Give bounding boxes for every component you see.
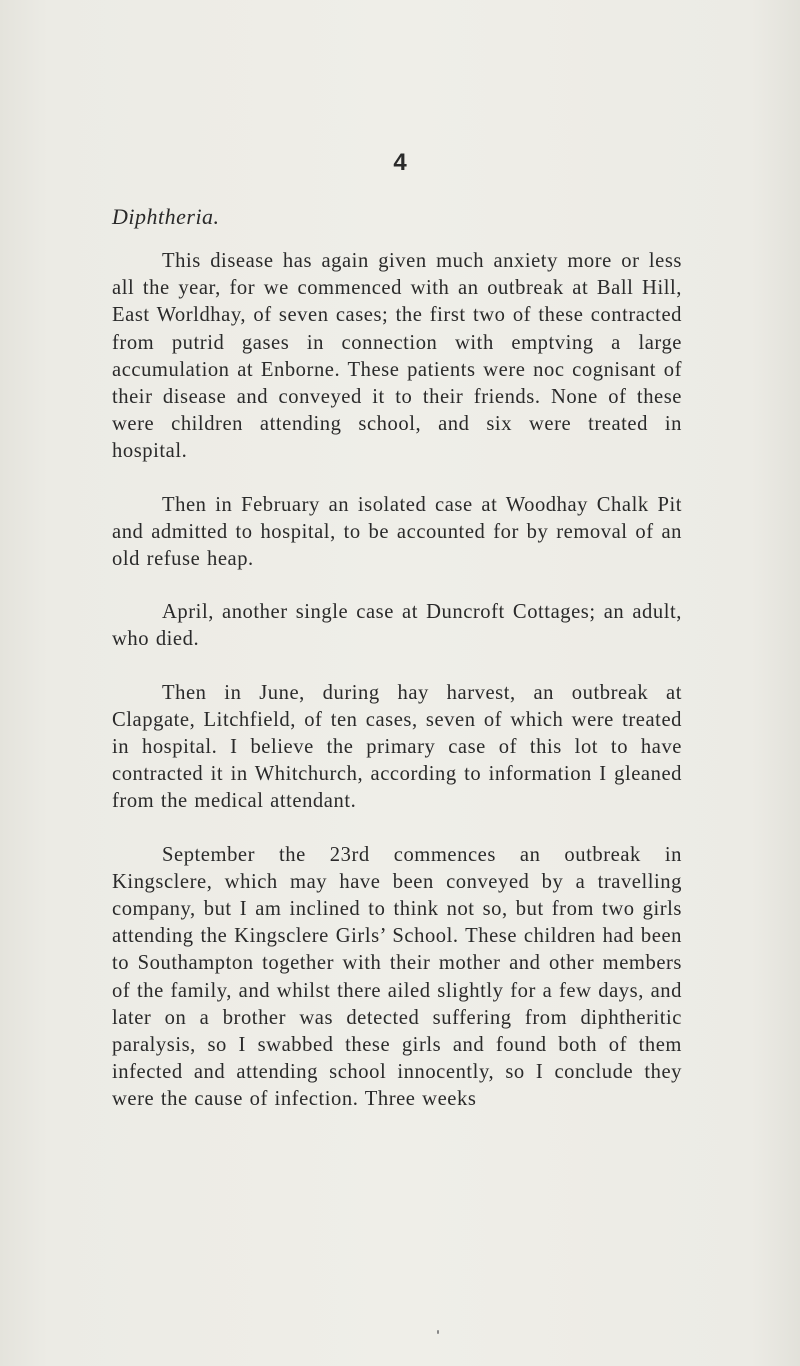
- paper-speck: [437, 1330, 439, 1334]
- paragraph: Then in February an isolated case at Woodhay Chalk Pit and admitted to hospital, to be accounted for by removal of an old refuse heap.: [112, 493, 682, 571]
- paragraph: Then in June, during hay harvest, an outbreak at Clapgate, Litchfield, of ten cases, seven of which were treated in hospital. I believe the primary case of this lot to have contracted it in Whitchurch, according to information I gleaned from the medical attendant.: [112, 681, 682, 813]
- body-text: [112, 248, 682, 1114]
- section-heading: Diphtheria.: [112, 204, 220, 229]
- paragraph: This disease has again given much anxiety more or less all the year, for we commenced with an outbreak at Ball Hill, East Worldhay, of seven cases; the first two of these contracted from putrid gases in connection with emptving a large accumulation at Enborne. These patients were noc cognisant of their disease and conveyed it to their friends. None of these were children attending school, and six were treated in hospital.: [112, 250, 682, 463]
- page-number: 4: [393, 149, 407, 176]
- paragraph: April, another single case at Duncroft Cottages; an adult, who died.: [112, 601, 682, 651]
- paragraph: September the 23rd commences an outbreak in Kingsclere, which may have been conveyed by a travelling company, but I am inclined to think not so, but from two girls attending the Kingsclere Girls’ School. These children had been to Southampton together with their mother and other members of the family, and whilst there ailed slightly for a few days, and later on a brother was detected suffering from diphtheritic paralysis, so I swabbed these girls and found both of them infected and attending school innocently, so I conclude they were the cause of infection. Three weeks: [112, 843, 682, 1111]
